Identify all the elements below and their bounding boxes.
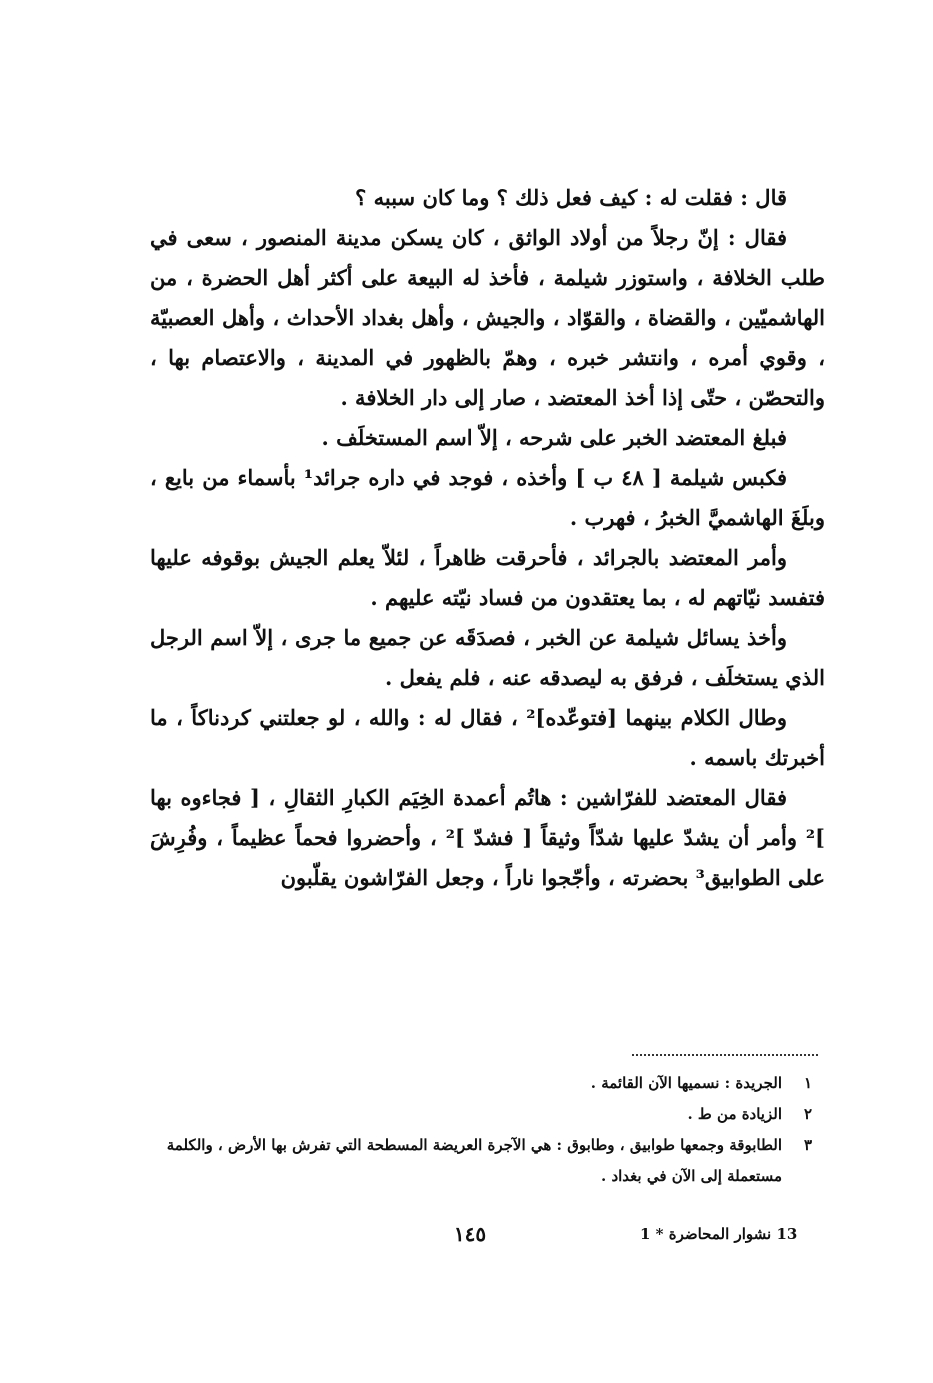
paragraph: فقال : إنّ رجلاً من أولاد الواثق ، كان يسكن مدينة المنصور ، سعى في طلب الخلافة ، واستوزر شيلمة ، فأخذ له البيعة على أكثر أهل الحضرة ، من الهاشميّين ، والقضاة ، والقوّاد ، والجيش ، وأهل بغداد الأحداث ، وأهل العصبيّة ، وقوي أمره ، وانتشر خبره ، وهمّ بالظهور في المدينة ، والاعتصام بها ، والتحصّن ، حتّى إذا أخذ المعتضد ، صار إلى دار الخلافة . [150,225,825,410]
footnote [150,1068,812,1099]
paragraph: قال : فقلت له : كيف فعل ذلك ؟ وما كان سببه ؟ [355,185,787,210]
footnote-number: ٢ [803,1105,812,1123]
signature-mark [640,1225,797,1243]
paragraph: وأمر المعتضد بالجرائد ، فأحرقت ظاهراً ، لئلاّ يعلم الجيش بوقوفه عليها فتفسد نيّاتهم له ، بما يعتقدون من فساد نيّته عليهم . [150,545,825,610]
footnote-text: الزيادة من ط . [687,1105,782,1123]
footnote-text: الطابوقة وجمعها طوابيق ، وطابوق : هي الآجرة العريضة المسطحة التي تفرش بها الأرض ، والكلمة مستعملة إلى الآن في بغداد . [166,1136,782,1185]
footnote-number: ١ [803,1074,812,1092]
footnote [150,1130,812,1192]
paragraph: فبلغ المعتضد الخبر على شرحه ، إلاّ اسم المستخلَف . [321,425,787,450]
footnotes [150,1068,812,1192]
footnote-divider [632,1054,818,1056]
paragraph: فقال المعتضد للفرّاشين : هاتُم أعمدة الخِيَم الكبارِ الثقالِ ، [ فجاءوه بها ]² وأمر أن يشدّ عليها شدّاً وثيقاً [ فشدّ ]² ، وأحضروا فحماً عظيماً ، وفُرِشَ على الطوابيق³ بحضرته ، وأجّجوا ناراً ، وجعل الفرّاشون يقلّبون [150,785,825,890]
paragraph: فكبس شيلمة [ ٤٨ ب ] وأخذه ، فوجد في داره جرائد¹ بأسماء من بايع ، وبلَغَ الهاشميَّ الخبرُ ، فهرب . [150,465,825,530]
footnote [150,1099,812,1130]
signature-number: 13 [776,1225,798,1243]
paragraph: وأخذ يسائل شيلمة عن الخبر ، فصدَقَه عن جميع ما جرى ، إلاّ اسم الرجل الذي يستخلَف ، فرفق به ليصدقه عنه ، فلم يفعل . [150,625,825,690]
page-number: ١٤٥ [453,1222,487,1246]
main-text [150,178,825,898]
signature-text: نشوار المحاضرة * 1 [640,1225,772,1243]
paragraph: وطال الكلام بينهما [فتوعّده]² ، فقال له : والله ، لو جعلتني كردناكاً ، ما أخبرتك باسمه . [150,705,825,770]
footnote-number: ٣ [803,1136,812,1154]
footnote-text: الجريدة : نسميها الآن القائمة . [590,1074,782,1092]
